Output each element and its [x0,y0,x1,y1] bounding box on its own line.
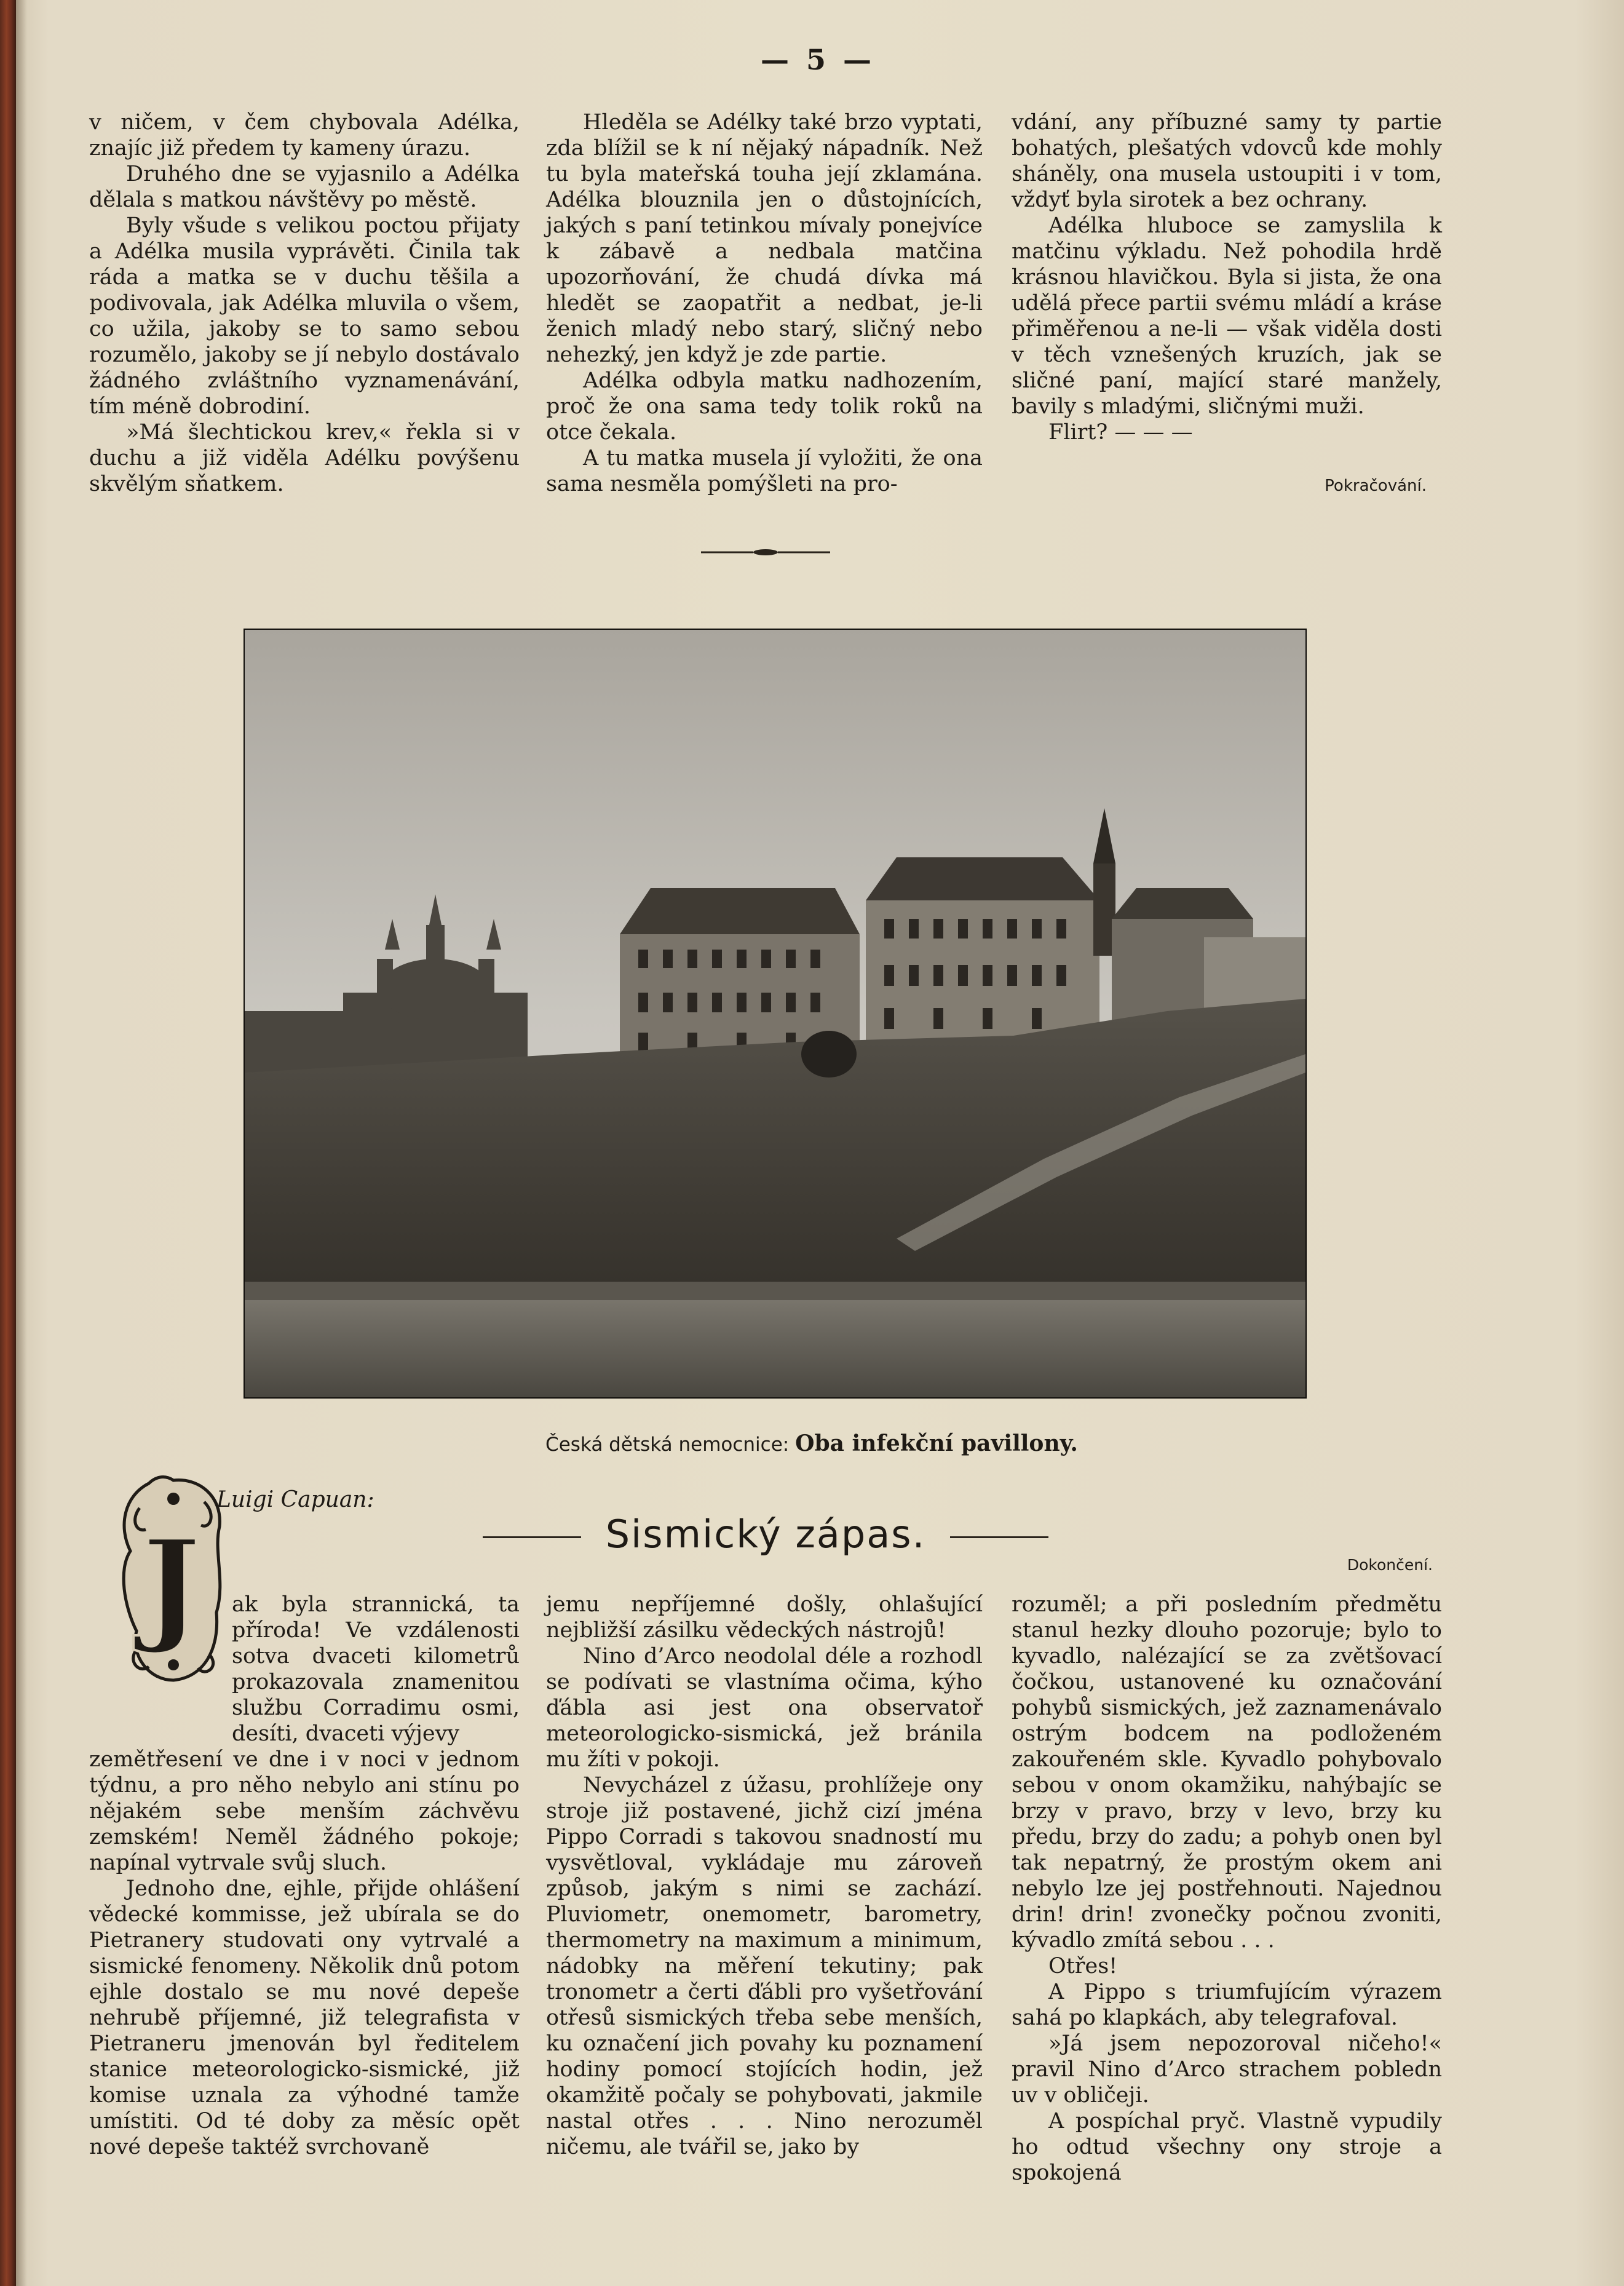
caption-prefix: Česká dětská nemocnice: [545,1434,790,1456]
paragraph: »Já jsem nepozoroval ničeho!« pravil Nino d’Arco strachem pobledn uv v obličeji. [1012,2031,1442,2108]
author-name: Luigi Capuan: [216,1487,374,1512]
paragraph: Nevycházel z úžasu, prohlížeje ony stroje již postavené, jichž cizí jména Pippo Corradi s takovou snadností mu vysvětloval, vykládaje mu zároveň způsob, jakým s nimi se zachází. Pluviometr, onemometr, barometry, thermometry na maximum a minimum, nádobky na měření tekutiny; pak tronometr a čerti ďábli pro vyšetřování otřesů sismických třeba sebe menších, ku označení jich povahy ku poznamení hodiny pomocí stojících hodin, jež okamžitě počaly se pohybovati, jakmile nastal otřes . . . Nino nerozuměl ničemu, ale tvářil se, jako by [546,1773,983,2159]
tree [801,1031,857,1078]
paragraph: v ničem, v čem chybovala Adélka, znajíc již předem ty kameny úrazu. [89,110,520,161]
book-binding [0,0,16,2286]
paragraph: ak byla strannická, ta příroda! Ve vzdálenosti sotva dvaceti kilometrů prokazovala znamenitou službu Corradimu osmi, desíti, dvaceti výjevy [232,1592,520,1746]
continued-label: Pokračování. [1325,477,1427,495]
title-rule-right [950,1536,1048,1538]
paragraph: zemětřesení ve dne i v noci v jednom týdnu, a pro něho nebylo ani stínu po nějakém sebe menším záchvěvu zemském! Neměl žádného pokoje; napínal vytrvale svůj sluch. [89,1747,520,1875]
paragraph: jemu nepříjemné došly, ohlašující nejbližší zásilku vědeckých nástrojů! [546,1592,983,1643]
story1-column-1 [89,109,520,497]
article-title: Sismický zápas. [605,1512,926,1557]
paragraph: A pospíchal pryč. Vlastně vypudily ho odtud všechny ony stroje a spokojená [1012,2109,1442,2185]
paragraph: A tu matka musela jí vyložiti, že ona sama nesměla pomýšleti na pro- [546,446,983,496]
story1-column-2 [546,109,983,497]
story2-column-2 [546,1592,983,2160]
photo-caption [307,1431,1316,1456]
paragraph: Hleděla se Adélky také brzo vyptati, zda blížil se k ní nějaký nápadník. Než tu byla mateřská touha její zklamána. Adélka blouznila jen o důstojnících, jakých s paní tetinkou mívaly ponejvíce k zábavě a nedbala matčina upozorňování, že chudá dívka má hledět se zaopatřit a nedbat, je-li ženich mladý nebo starý, sličný nebo nehezký, jen když je zde partie. [546,110,983,367]
divider-ornament [701,546,830,558]
story1-column-3 [1012,109,1442,445]
title-rule-left [483,1536,581,1538]
binding-shadow [16,0,27,2286]
drop-cap-letter: J [142,1513,201,1657]
paragraph: Druhého dne se vyjasnilo a Adélka dělala s matkou návštěvy po městě. [89,162,520,212]
caption-title: Oba infekční pavillony. [795,1431,1078,1456]
paragraph: »Má šlechtickou krev,« řekla si v duchu a již viděla Adélku povýšenu skvělým sňatkem. [89,420,520,496]
paragraph: Adélka hluboce se zamyslila k matčinu výkladu. Než pohodila hrdě krásnou hlavičkou. Byla si jista, že ona udělá přece partii svému mládí a kráse přiměřenou a ne-li — však viděla dosti v těch vznešených kruzích, jak se sličné paní, mající staré manžely, bavily s mladými, sličnými muži. [1012,213,1442,419]
story2-column-1 [89,1592,520,2160]
paragraph: Jednoho dne, ejhle, přijde ohlášení vědecké kommisse, jež ubírala se do Pietranery studovati ony vytrvalé a sismické fenomeny. Několik dnů potom ejhle dostalo se mu nové depeše nehrubě příjemné, již telegrafista v Pietraneru jmenován byl ředitelem stanice meteorologicko-sismické, již komise uznala za výhodné tamže umístiti. Od té doby za měsíc opět nové depeše taktéž svrchovaně [89,1876,520,2159]
foreground-field [245,1297,1305,1397]
paragraph: Nino d’Arco neodolal déle a rozhodl se podívati se vlastníma očima, kýho ďábla asi jest ona observatoř meteorologicko-sismická, jež bránila mu žíti v pokoji. [546,1644,983,1772]
story2-column-3 [1012,1592,1442,2186]
paragraph: Flirt? — — — [1048,420,1193,445]
paragraph: rozuměl; a při posledním předmětu stanul hezky dlouho pozoruje; bylo to kyvadlo, nalézající se za zvětšovací čočkou, ustanovené ku označování pohybů sismických, jež zaznamenávalo ostrým bodcem na podloženém zakouřeném skle. Kyvadlo pohybovalo sebou v onom okamžiku, nahýbajíc se brzy v pravo, brzy v levo, brzy ku předu, brzy do zadu; a pohyb onen byl tak nepatrný, že prostým okem ani nebylo lze jej postřehnouti. Najednou drin! drin! zvonečky počnou zvoniti, kývadlo zmítá sebou . . . [1012,1592,1442,1953]
hospital-photograph [244,629,1307,1399]
page-number: — 5 — [760,43,876,76]
finished-label: Dokončení. [1347,1556,1433,1574]
paragraph: A Pippo s triumfujícím výrazem sahá po klapkách, aby telegrafoval. [1012,1980,1442,2030]
photo-drawing [245,630,1305,1397]
field-edge [245,1282,1305,1300]
paragraph: Adélka odbyla matku nadhozením, proč že ona sama tedy tolik roků na otce čekala. [546,368,983,445]
paragraph: Otřes! [1048,1954,1118,1978]
paragraph: Byly všude s velikou poctou přijaty a Adélka musila vyprávěti. Činila tak ráda a matka se v duchu těšila a podivovala, jak Adélka mluvila o všem, co užila, jakoby se to samo sebou rozumělo, jakoby se jí nebylo dostávalo žádného zvláštního vyznamenávání, tím méně dobrodiní. [89,213,520,419]
paragraph: vdání, any příbuzné samy ty partie bohatých, plešatých vdovců kde mohly sháněly, ona musela ustoupiti i v tom, vždyť byla sirotek a bez ochrany. [1012,110,1442,212]
